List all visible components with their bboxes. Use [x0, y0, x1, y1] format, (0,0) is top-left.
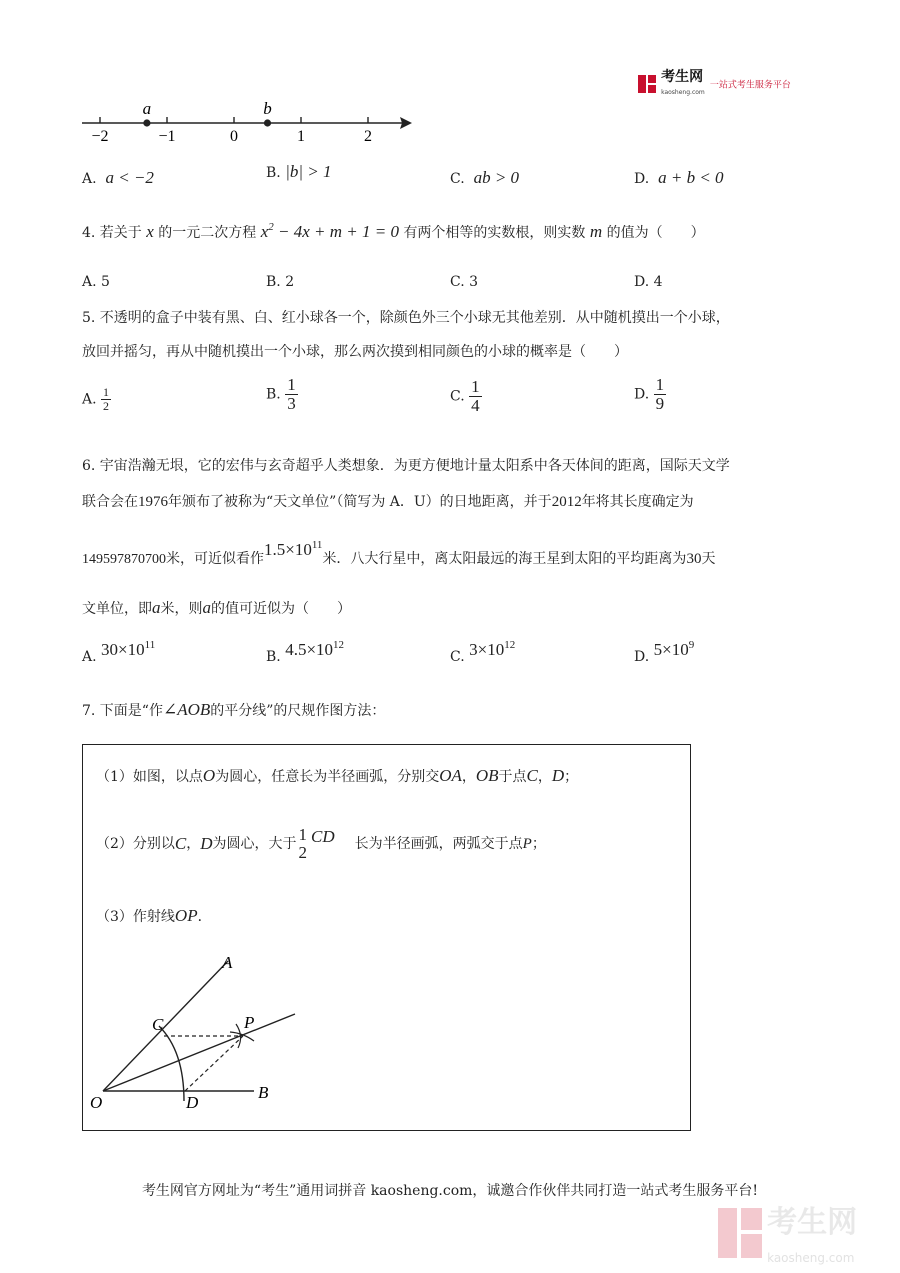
q7-step3: （3）作射线OP． — [96, 906, 212, 925]
q6-option-b[interactable]: B. $4.5\times 10^{12}$ — [266, 639, 345, 665]
q6-option-c[interactable]: C. $3\times 10^{12}$ — [450, 639, 516, 665]
q3-option-d-expr: a + b < 0 — [658, 168, 724, 187]
tick-label: 1 — [297, 128, 305, 145]
tick-label: 2 — [364, 128, 372, 145]
q6-option-d[interactable]: D. $5\times 10^9$ — [634, 639, 695, 665]
q4-option-c[interactable]: C. 3 — [450, 274, 479, 290]
brand-name: 考生网 — [661, 69, 704, 85]
q5-option-c[interactable]: C. $\frac{1}{4}$ — [450, 377, 480, 415]
q3-option-a-expr: a < −2 — [105, 168, 154, 187]
q4-option-d[interactable]: D. 4 — [634, 274, 663, 290]
q5-option-d[interactable]: D. $\frac{1}{9}$ — [634, 375, 665, 413]
brand-domain: kaosheng.com — [661, 89, 705, 96]
label-P: P — [244, 1013, 255, 1032]
q5-option-a[interactable]: A. $\frac{1}{2}$ — [82, 385, 110, 413]
q5-option-b[interactable]: B. $\frac{1}{3}$ — [266, 375, 296, 413]
q4-option-a[interactable]: A. 5 — [82, 274, 110, 290]
label-O: O — [90, 1093, 103, 1112]
q3-option-a[interactable]: A. a < −2 — [82, 168, 154, 187]
watermark-text: 考生网 — [767, 1205, 858, 1240]
ray-OP — [103, 1014, 295, 1091]
q3-option-b[interactable]: B. |b| > 1 — [266, 162, 332, 181]
q4-equation: $x^2 - 4x + m + 1 = 0$ — [260, 221, 399, 241]
watermark — [718, 1205, 858, 1272]
ray-OA — [103, 961, 228, 1091]
q6-stem-line2: 联合会在1976年颁布了被称为“天文单位”（简写为 A．U）的日地距离，并于2012年将其长度确定为 — [82, 494, 694, 510]
q3-option-b-expr: |b| > 1 — [285, 162, 332, 181]
label-D: D — [186, 1093, 199, 1112]
header-logo[interactable] — [638, 70, 791, 98]
q3-option-c-expr: ab > 0 — [473, 168, 520, 187]
q6-stem-line1: 6. 宇宙浩瀚无垠，它的宏伟与玄奇超乎人类想象．为更方便地计量太阳系中各天体间的距离，国际天文学 — [82, 458, 730, 474]
q6-stem-line4: 文单位，即a米，则a的值可近似为（ ） — [82, 598, 351, 617]
q7-step2: （2）分别以C，D为圆心，大于 1 2 CD 长为半径画弧，两弧交于点P； — [96, 825, 546, 862]
label-B: B — [258, 1083, 269, 1102]
point-b-label: b — [263, 99, 272, 118]
q6-stem-line3: 149597870700米，可近似看作$1.5\times 10^{11}$米．八大行星中，离太阳最远的海王星到太阳的平均距离为30天 — [82, 539, 716, 567]
q3-option-c[interactable]: C. ab > 0 — [450, 168, 520, 187]
tick-label: −1 — [158, 128, 176, 145]
point-b-dot — [264, 119, 271, 126]
number-line-figure — [76, 95, 421, 150]
brand-slogan: 一站式考生服务平台 — [709, 80, 791, 91]
q7-stem: 7. 下面是“作∠AOB的平分线”的尺规作图方法： — [82, 700, 386, 719]
q3-option-d[interactable]: D. a + b < 0 — [634, 168, 724, 187]
tick-label: −2 — [91, 128, 109, 145]
point-a-dot — [143, 119, 150, 126]
label-A: A — [222, 953, 233, 972]
q4-option-b[interactable]: B. 2 — [266, 274, 295, 290]
brand-logo-icon — [638, 75, 656, 93]
angle-bisector-figure — [86, 948, 306, 1118]
footer-text: 考生网官方网址为“考生”通用词拼音 kaosheng.com，诚邀合作伙伴共同打造一站式考生服务平台! — [141, 1183, 759, 1199]
watermark-domain: kaosheng.com — [767, 1251, 855, 1265]
q6-option-a[interactable]: A. $30\times 10^{11}$ — [82, 639, 156, 665]
q5-stem-line1: 5. 不透明的盒子中装有黑、白、红小球各一个，除颜色外三个小球无其他差别．从中随机摸出一个小球， — [82, 310, 730, 326]
q4-stem: 4. 若关于 x 的一元二次方程 $x^2 - 4x + m + 1 = 0$ 有两个相等的实数根，则实数 m 的值为（ ） — [82, 221, 705, 241]
tick-label: 0 — [230, 128, 238, 145]
q5-stem-line2: 放回并摇匀，再从中随机摸出一个小球，那么两次摸到相同颜色的小球的概率是（ ） — [82, 344, 628, 360]
label-C: C — [152, 1015, 164, 1034]
watermark-logo-icon — [718, 1208, 762, 1258]
point-a-label: a — [142, 99, 152, 118]
dashed-DP — [185, 1036, 243, 1091]
q7-step1: （1）如图，以点O为圆心，任意长为半径画弧，分别交OA，OB于点C，D； — [96, 766, 579, 785]
